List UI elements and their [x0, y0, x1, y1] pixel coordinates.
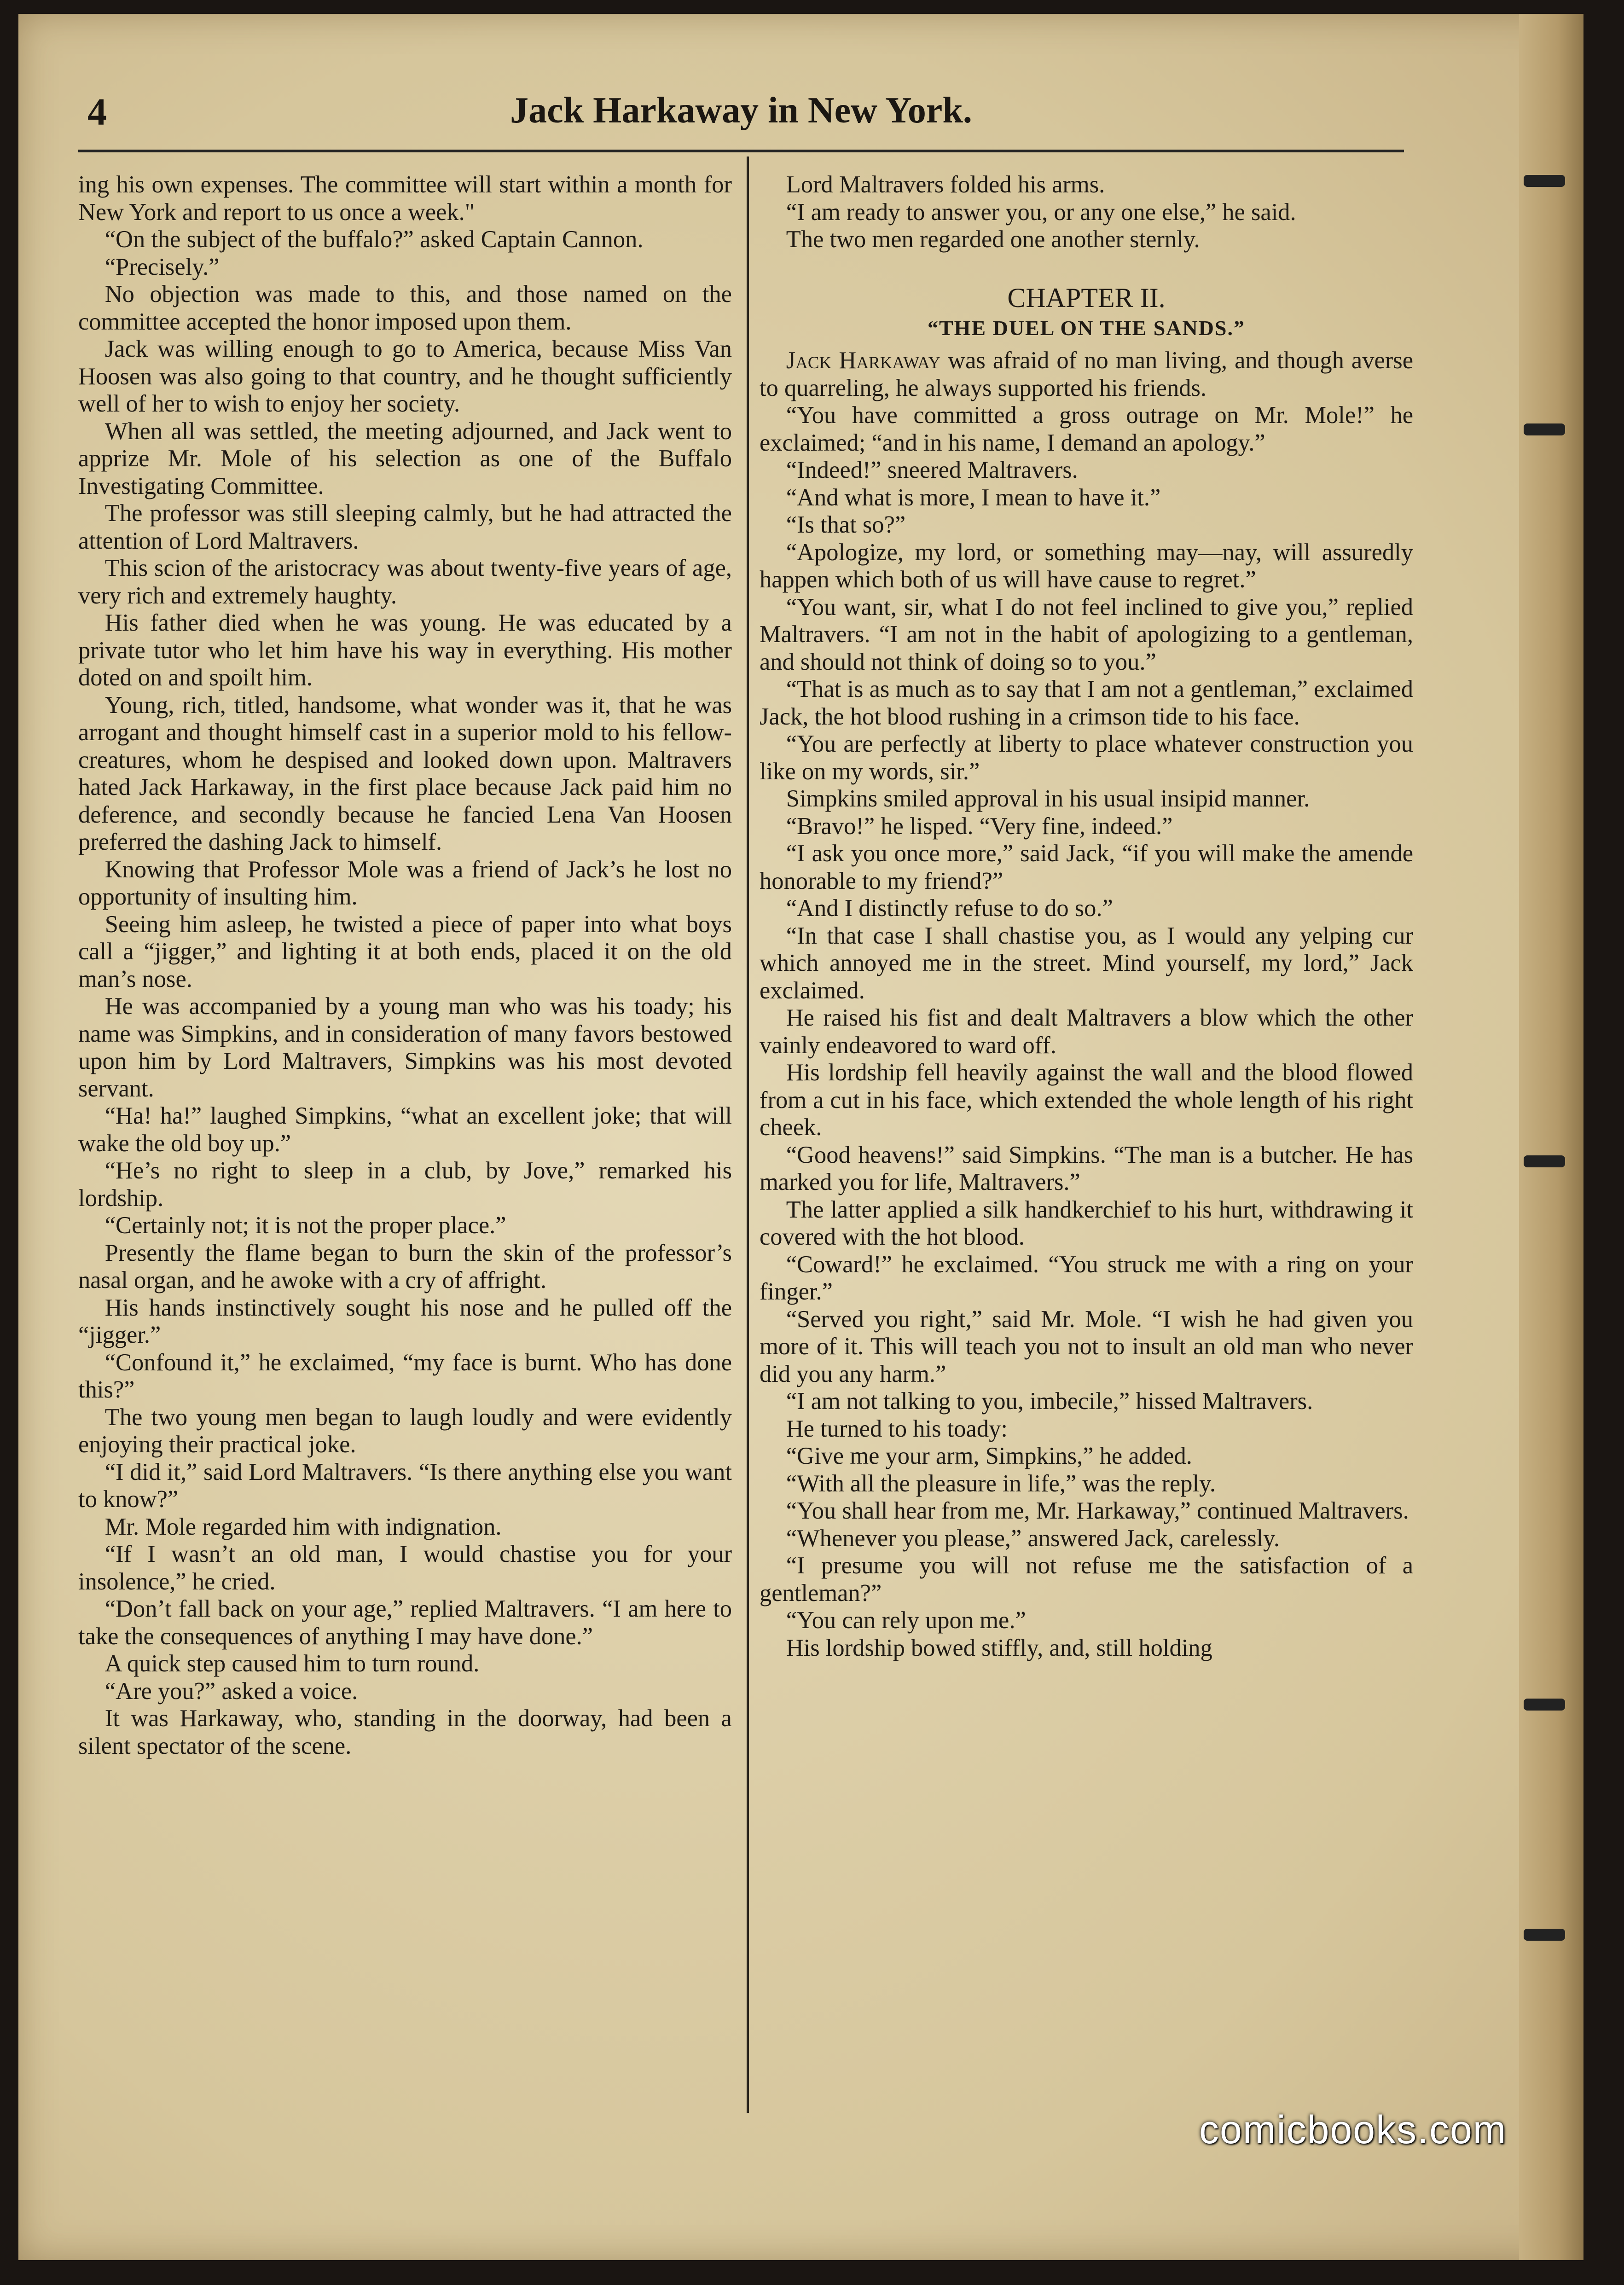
paragraph: “And what is more, I mean to have it.”	[786, 484, 1161, 511]
paragraph: “Are you?” asked a voice.	[104, 1677, 358, 1705]
paragraph: His hands instinctively sought his nose and he pulled off the “jigger.”	[78, 1294, 732, 1348]
right-column	[760, 171, 1413, 1662]
paragraph: “I ask you once more,” said Jack, “if you will make the amende honorable to my friend?”	[760, 840, 1413, 894]
paragraph: This scion of the aristocracy was about twenty-five years of age, very rich and extremely haughty.	[78, 555, 732, 609]
running-title: Jack Harkaway in New York.	[510, 90, 972, 131]
paragraph: He turned to his toady:	[786, 1415, 1008, 1442]
paragraph: The two men regarded one another sternly.	[786, 226, 1200, 253]
paragraph: It was Harkaway, who, standing in the doorway, had been a silent spectator of the scene.	[78, 1705, 732, 1759]
paragraph: When all was settled, the meeting adjourned, and Jack went to apprize Mr. Mole of his selection as one of the Buffalo Investigating Committee.	[78, 418, 732, 499]
paragraph: The latter applied a silk handkerchief to his hurt, withdrawing it covered with the hot blood.	[760, 1196, 1413, 1250]
paragraph: “Is that so?”	[786, 511, 906, 538]
paragraph: The professor was still sleeping calmly, but he had attracted the attention of Lord Maltravers.	[78, 500, 732, 554]
paragraph: No objection was made to this, and those named on the committee accepted the honor imposed upon them.	[78, 281, 732, 335]
paragraph: Simpkins smiled approval in his usual insipid manner.	[786, 785, 1310, 812]
paragraph: “I am ready to answer you, or any one else,” he said.	[786, 198, 1296, 226]
paragraph: “With all the pleasure in life,” was the reply.	[786, 1470, 1216, 1497]
page-header	[78, 81, 1404, 152]
paragraph: Jack was willing enough to go to America, because Miss Van Hoosen was also going to that country, and he thought sufficiently well of her to wish to enjoy her society.	[78, 336, 732, 417]
site-watermark: comicbooks.com	[1199, 2108, 1507, 2152]
paragraph: His lordship bowed stiffly, and, still holding	[786, 1634, 1212, 1661]
paragraph: “I presume you will not refuse me the satisfaction of a gentleman?”	[760, 1552, 1413, 1606]
paragraph: “Certainly not; it is not the proper place.”	[104, 1212, 506, 1239]
paragraph: ing his own expenses. The committee will start within a month for New York and report to us once a week."	[78, 171, 732, 226]
binding-staple	[1524, 1929, 1565, 1941]
paragraph: Lord Maltravers folded his arms.	[786, 171, 1105, 198]
paragraph: “Good heavens!” said Simpkins. “The man is a butcher. He has marked you for life, Maltravers.”	[760, 1141, 1413, 1195]
paragraph: He raised his fist and dealt Maltravers a blow which the other vainly endeavored to ward off.	[760, 1004, 1413, 1059]
lead-rest: was afraid of no man living, and though averse to quarreling, he always supported his friends.	[760, 347, 1413, 401]
paragraph: “I am not talking to you, imbecile,” hissed Maltravers.	[786, 1388, 1313, 1415]
binding-staple	[1524, 1699, 1565, 1711]
paragraph: He was accompanied by a young man who was his toady; his name was Simpkins, and in consideration of many favors bestowed upon him by Lord Maltravers, Simpkins was his most devoted servant.	[78, 993, 732, 1102]
paragraph: “You shall hear from me, Mr. Harkaway,” continued Maltravers.	[786, 1497, 1409, 1524]
paragraph: “You can rely upon me.”	[786, 1607, 1026, 1634]
paragraph: “In that case I shall chastise you, as I would any yelping cur which annoyed me in the street. Mind yourself, my lord,” Jack exclaimed.	[760, 922, 1413, 1004]
chapter-subtitle: “THE DUEL ON THE SANDS.”	[927, 316, 1246, 340]
paragraph: “Precisely.”	[104, 253, 220, 280]
page-number: 4	[87, 91, 107, 133]
lead-small-caps: Jack Harkaway	[786, 347, 941, 374]
paragraph: “Apologize, my lord, or something may—nay, will assuredly happen which both of us will have cause to regret.”	[760, 539, 1413, 593]
column-divider	[747, 157, 749, 2113]
paragraph: “You want, sir, what I do not feel inclined to give you,” replied Maltravers. “I am not in the habit of apologizing to a gentleman, and should not think of doing so to you.”	[760, 593, 1413, 675]
paragraph: “And I distinctly refuse to do so.”	[786, 895, 1113, 922]
paragraph: “On the subject of the buffalo?” asked Captain Cannon.	[104, 226, 644, 253]
paragraph: A quick step caused him to turn round.	[104, 1650, 480, 1677]
paragraph: His father died when he was young. He was educated by a private tutor who let him have his way in everything. His mother doted on and spoilt him.	[78, 609, 732, 691]
paragraph: “That is as much as to say that I am not a gentleman,” exclaimed Jack, the hot blood rushing in a crimson tide to his face.	[760, 676, 1413, 730]
right-column-pre-chapter	[760, 171, 1413, 254]
paragraph: Mr. Mole regarded him with indignation.	[104, 1513, 502, 1540]
paragraph: “He’s no right to sleep in a club, by Jove,” remarked his lordship.	[78, 1157, 732, 1212]
chapter-heading: CHAPTER II.	[1007, 282, 1166, 313]
paragraph: “Whenever you please,” answered Jack, carelessly.	[786, 1525, 1280, 1552]
paragraph: “Coward!” he exclaimed. “You struck me with a ring on your finger.”	[760, 1251, 1413, 1305]
paragraph: The two young men began to laugh loudly and were evidently enjoying their practical joke.	[78, 1403, 732, 1458]
paragraph: “Ha! ha!” laughed Simpkins, “what an excellent joke; that will wake the old boy up.”	[78, 1102, 732, 1157]
right-column-post-chapter	[760, 402, 1413, 1662]
paragraph: “Indeed!” sneered Maltravers.	[786, 457, 1078, 483]
paragraph: “I did it,” said Lord Maltravers. “Is there anything else you want to know?”	[78, 1458, 732, 1513]
binding-staple	[1524, 175, 1565, 187]
paragraph: “Give me your arm, Simpkins,” he added.	[786, 1443, 1192, 1469]
left-column	[78, 171, 732, 1760]
paragraph: “Don’t fall back on your age,” replied Maltravers. “I am here to take the consequences of anything I may have done.”	[78, 1595, 732, 1650]
paragraph: Presently the flame began to burn the skin of the professor’s nasal organ, and he awoke with a cry of affright.	[78, 1239, 732, 1293]
chapter-lead-paragraph	[760, 347, 1413, 402]
paragraph: His lordship fell heavily against the wall and the blood flowed from a cut in his face, which extended the whole length of his right cheek.	[760, 1059, 1413, 1141]
paragraph: “Confound it,” he exclaimed, “my face is burnt. Who has done this?”	[78, 1349, 732, 1403]
paragraph: “If I wasn’t an old man, I would chastise you for your insolence,” he cried.	[78, 1541, 732, 1595]
paragraph: “You are perfectly at liberty to place whatever construction you like on my words, sir.”	[760, 731, 1413, 785]
binding-spine	[1519, 14, 1583, 2260]
paragraph: “You have committed a gross outrage on Mr. Mole!” he exclaimed; “and in his name, I demand an apology.”	[760, 402, 1413, 456]
binding-staple	[1524, 1155, 1565, 1167]
paragraph: Seeing him asleep, he twisted a piece of paper into what boys call a “jigger,” and lighting it at both ends, placed it on the old man’s nose.	[78, 911, 732, 992]
paragraph: “Bravo!” he lisped. “Very fine, indeed.”	[786, 812, 1173, 840]
paragraph: Knowing that Professor Mole was a friend of Jack’s he lost no opportunity of insulting him.	[78, 856, 732, 910]
binding-staple	[1524, 423, 1565, 435]
paragraph: “Served you right,” said Mr. Mole. “I wish he had given you more of it. This will teach you not to insult an old man who never did you any harm.”	[760, 1305, 1413, 1387]
paragraph: Young, rich, titled, handsome, what wonder was it, that he was arrogant and thought himself cast in a superior mold to his fellow-creatures, whom he despised and looked down upon. Maltravers hated Jack Harkaway, in the first place because Jack paid him no deference, and secondly because he fancied Lena Van Hoosen preferred the dashing Jack to himself.	[78, 691, 732, 855]
